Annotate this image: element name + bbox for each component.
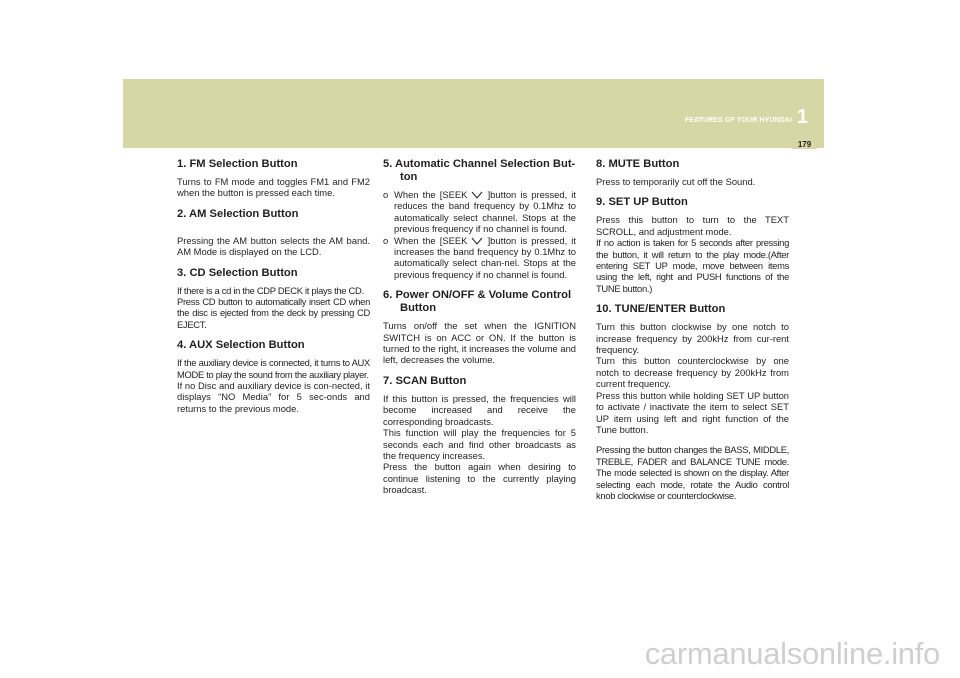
section-text-scan-2: This function will play the frequencies for 5 seconds each and find other broadcasts as the frequency increases. [383,427,576,461]
section-title-mute: 8. MUTE Button [596,158,680,170]
column-1 [177,158,370,414]
section-title-tune: 10. TUNE/ENTER Button [596,303,726,316]
page-number: 179 [797,140,812,149]
section-text-am: Pressing the AM button selects the AM band. AM Mode is displayed on the LCD. [177,234,370,258]
bullet-text-pre: When the [SEEK [394,234,468,246]
bullet-marker: o [383,189,389,200]
header-band [123,79,824,148]
section-text-scan-3: Press the button again when desiring to continue listening to the currently playing broadcast. [383,461,576,496]
section-text-tune-3: Press this button while holding SET UP button to activate / inactivate the item to select SET UP item using left and right function of the Tune button. [596,389,789,435]
section-text-aux-1: If the auxiliary device is connected, it turns to AUX MODE to play the sound from the auxiliary player. [177,357,370,380]
column-3 [596,158,789,501]
section-title-power-volume: 6. Power ON/OFF & Volume Control Button [383,289,572,315]
section-text-tune-1: Turn this button clockwise by one notch to increase frequency by 200kHz from cur-rent frequency. [596,321,789,356]
section-text-setup-2: If no action is taken for 5 seconds after pressing the button, it will return to the play mode.(After entering SET UP mode, move between items using the left, right and PUSH functions of the TUNE button.) [596,237,789,294]
section-title-am: 2. AM Selection Button [177,207,299,220]
section-text-aux-2: If no Disc and auxiliary device is con-nected, it displays “NO Media” for 5 sec-onds and returns to the previous mode. [177,380,370,414]
bullet-text-pre: When the [SEEK [394,189,468,200]
section-title-aux: 4. AUX Selection Button [177,339,305,352]
section-text-fm: Turns to FM mode and toggles FM1 and FM2 when the button is pressed each time. [177,176,370,199]
column-2 [383,158,576,496]
section-text-tune-2: Turn this button counterclockwise by one notch to decrease frequency by 200kHz from current frequency. [596,355,789,390]
section-title-auto-channel: 5. Automatic Channel Selection But-ton [383,158,576,183]
section-text-tune-4: Pressing the button changes the BASS, MIDDLE, TREBLE, FADER and BALANCE TUNE mode. The mode selected is shown on the display. After selecting each mode, rotate the Audio control knob clockwise or counterclockwise. [596,444,789,501]
section-title-fm: 1. FM Selection Button [177,158,298,170]
section-title-cd: 3. CD Selection Button [177,266,298,279]
bullet-text-post: ]button is pressed, it reduces the band frequency by 0.1Mhz to automatically select channel. Stops at the previous frequency if no channel is found. [394,189,576,235]
section-text-cd-2: Press CD button to automatically insert CD when the disc is ejected from the deck by pressing CD EJECT. [177,296,370,330]
section-title-setup: 9. SET UP Button [596,196,688,209]
section-text-scan-1: If this button is pressed, the frequencies will become increased and receive the corresponding broadcasts. [383,392,576,427]
list-item [383,189,576,235]
section-text-mute: Press to temporarily cut off the Sound. [596,176,756,187]
section-text-cd-1: If there is a cd in the CDP DECK it plays the CD. [177,284,364,296]
section-text-power-volume: Turns on/off the set when the IGNITION SWITCH is on ACC or ON. If the button is turned to the right, it increases the volume and left, decreases the volume. [383,320,576,366]
watermark: carmanualsonline.info [644,636,940,671]
chapter-number: 1 [796,106,808,128]
chevron-down-icon [471,237,483,245]
section-title: FEATURES OF YOUR HYUNDAI [684,117,792,124]
bullet-text-post: ]button is pressed, it increases the band frequency by 0.1Mhz to automatically select chan-nel. Stops at the previous frequency if no channel is found. [394,234,576,280]
bullet-marker: o [383,234,389,246]
list-item [383,235,576,281]
section-text-setup-1: Press this button to turn to the TEXT SCROLL, and adjustment mode. [596,214,789,237]
section-title-scan: 7. SCAN Button [383,374,467,387]
chevron-down-icon [471,191,483,199]
